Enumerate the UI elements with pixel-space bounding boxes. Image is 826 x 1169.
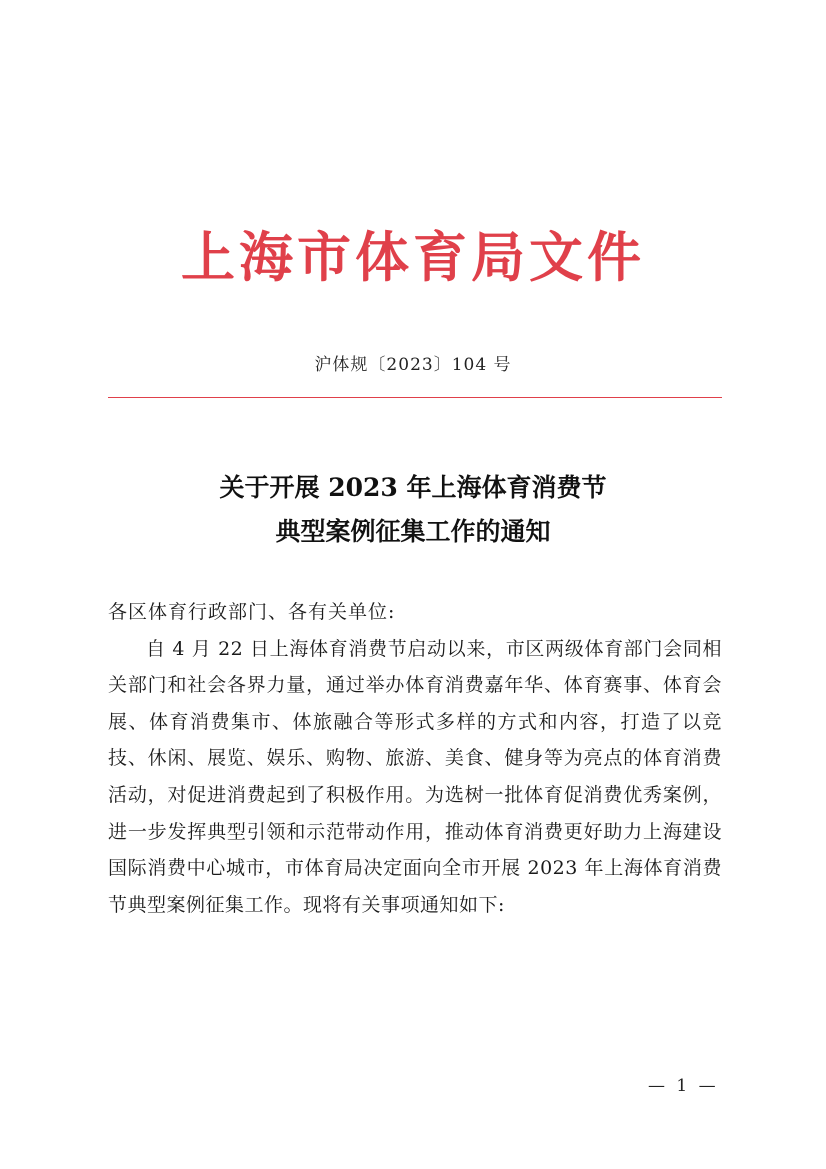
- page-number: — 1 —: [648, 1076, 719, 1096]
- issuer-masthead: 上海市体育局文件: [181, 225, 645, 289]
- salutation: 各区体育行政部门、各有关单位:: [108, 601, 396, 623]
- title-line-1: 关于开展 2023 年上海体育消费节: [219, 473, 607, 502]
- document-body: [108, 594, 722, 923]
- document-number: 沪体规〔2023〕104 号: [314, 355, 512, 375]
- document-title: [0, 466, 826, 554]
- red-divider-line: [108, 397, 722, 398]
- title-line-2: 典型案例征集工作的通知: [275, 517, 551, 546]
- body-paragraph: 自 4 月 22 日上海体育消费节启动以来，市区两级体育部门会同相关部门和社会各界力量，通过举办体育消费嘉年华、体育赛事、体育会展、体育消费集市、体旅融合等形式多样的方式和内容，打造了以竞技、休闲、展览、娱乐、购物、旅游、美食、健身等为亮点的体育消费活动，对促进消费起到了积极作用。为选树一批体育促消费优秀案例，进一步发挥典型引领和示范带动作用，推动体育消费更好助力上海建设国际消费中心城市，市体育局决定面向全市开展 2023 年上海体育消费节典型案例征集工作。现将有关事项通知如下:: [108, 637, 722, 916]
